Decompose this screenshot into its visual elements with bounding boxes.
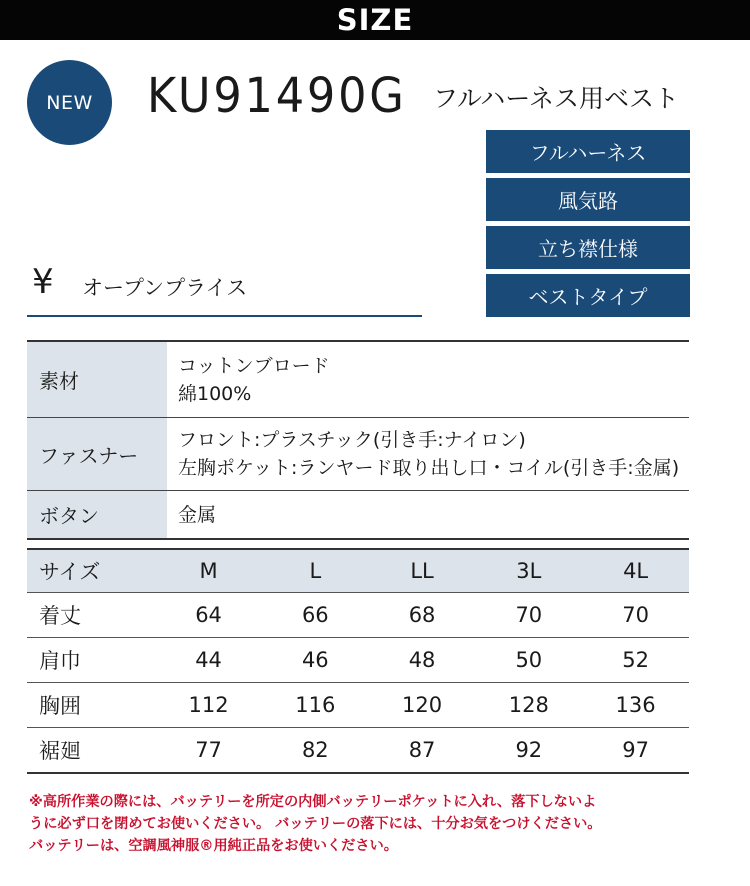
size-cell: 128: [475, 683, 582, 728]
size-row-hem: [27, 728, 689, 774]
size-cell: 44: [155, 638, 262, 683]
size-cell: 116: [262, 683, 369, 728]
size-header-label: サイズ: [27, 549, 155, 593]
size-cell: 70: [582, 593, 689, 638]
new-badge-label: NEW: [46, 91, 93, 114]
size-header-cell: L: [262, 549, 369, 593]
product-name: フルハーネス用ベスト: [433, 84, 680, 113]
spec-line: 金属: [178, 503, 217, 526]
size-row-label: 胸囲: [27, 683, 155, 728]
spec-label: ファスナー: [27, 418, 167, 491]
spec-label: 素材: [27, 341, 167, 418]
size-header-cell: M: [155, 549, 262, 593]
size-header-cell: 4L: [582, 549, 689, 593]
spec-line: 綿100%: [178, 382, 252, 405]
size-header-cell: LL: [369, 549, 476, 593]
size-row-shoulder: [27, 638, 689, 683]
size-cell: 82: [301, 738, 329, 762]
size-cell: 97: [622, 738, 649, 762]
product-model-number: KU91490G: [147, 68, 407, 124]
notice-line: うに必ず口を閉めてお使いください。 バッテリーの落下には、十分お気をつけください。: [29, 816, 602, 832]
size-cell: 66: [262, 593, 369, 638]
feature-tag-vest-type: ベストタイプ: [486, 274, 690, 317]
size-header-bar: [0, 0, 750, 40]
size-row-label: 着丈: [27, 593, 155, 638]
size-cell: 64: [155, 593, 262, 638]
spec-row-material: [27, 341, 689, 418]
yen-icon: ¥: [32, 262, 54, 302]
size-row-chest: [27, 683, 689, 728]
size-cell: 46: [262, 638, 369, 683]
price-row: [27, 262, 422, 317]
size-table: [27, 548, 689, 774]
feature-tags: [486, 130, 690, 322]
size-cell: 77: [195, 738, 222, 762]
size-cell: 68: [369, 593, 476, 638]
size-cell: 70: [475, 593, 582, 638]
size-cell: 136: [582, 683, 689, 728]
size-cell: 87: [408, 738, 436, 762]
battery-notice: [29, 791, 729, 857]
spec-value: [167, 491, 689, 540]
size-header-row: [27, 549, 689, 593]
size-cell: 48: [369, 638, 476, 683]
spec-row-fastener: [27, 418, 689, 491]
size-row-label: 裾廻: [39, 739, 81, 763]
notice-line: ※高所作業の際には、バッテリーを所定の内側バッテリーポケットに入れ、落下しないよ: [29, 794, 597, 810]
spec-line: フロント:プラスチック(引き手:ナイロン): [178, 429, 526, 451]
size-cell: 92: [515, 738, 543, 762]
feature-tag-full-harness: フルハーネス: [486, 130, 690, 173]
spec-row-button: [27, 491, 689, 540]
notice-line: バッテリーは、空調風神服®用純正品をお使いください。: [29, 838, 398, 854]
price-text: オープンプライス: [82, 276, 248, 300]
spec-line: コットンブロード: [178, 354, 330, 377]
size-cell: 120: [369, 683, 476, 728]
size-cell: 52: [582, 638, 689, 683]
spec-label: ボタン: [27, 491, 167, 540]
spec-value: [167, 418, 689, 491]
new-badge: [27, 60, 112, 145]
size-cell: 50: [475, 638, 582, 683]
size-row-length: [27, 593, 689, 638]
size-header-cell: 3L: [475, 549, 582, 593]
spec-table: [27, 340, 689, 540]
size-row-label: 肩巾: [27, 638, 155, 683]
size-cell: 112: [155, 683, 262, 728]
size-header-title: SIZE: [336, 3, 414, 37]
spec-line: 左胸ポケット:ランヤード取り出し口・コイル(引き手:金属): [178, 457, 680, 479]
feature-tag-stand-collar: 立ち襟仕様: [486, 226, 690, 269]
feature-tag-airway: 風気路: [486, 178, 690, 221]
spec-value: [167, 341, 689, 418]
